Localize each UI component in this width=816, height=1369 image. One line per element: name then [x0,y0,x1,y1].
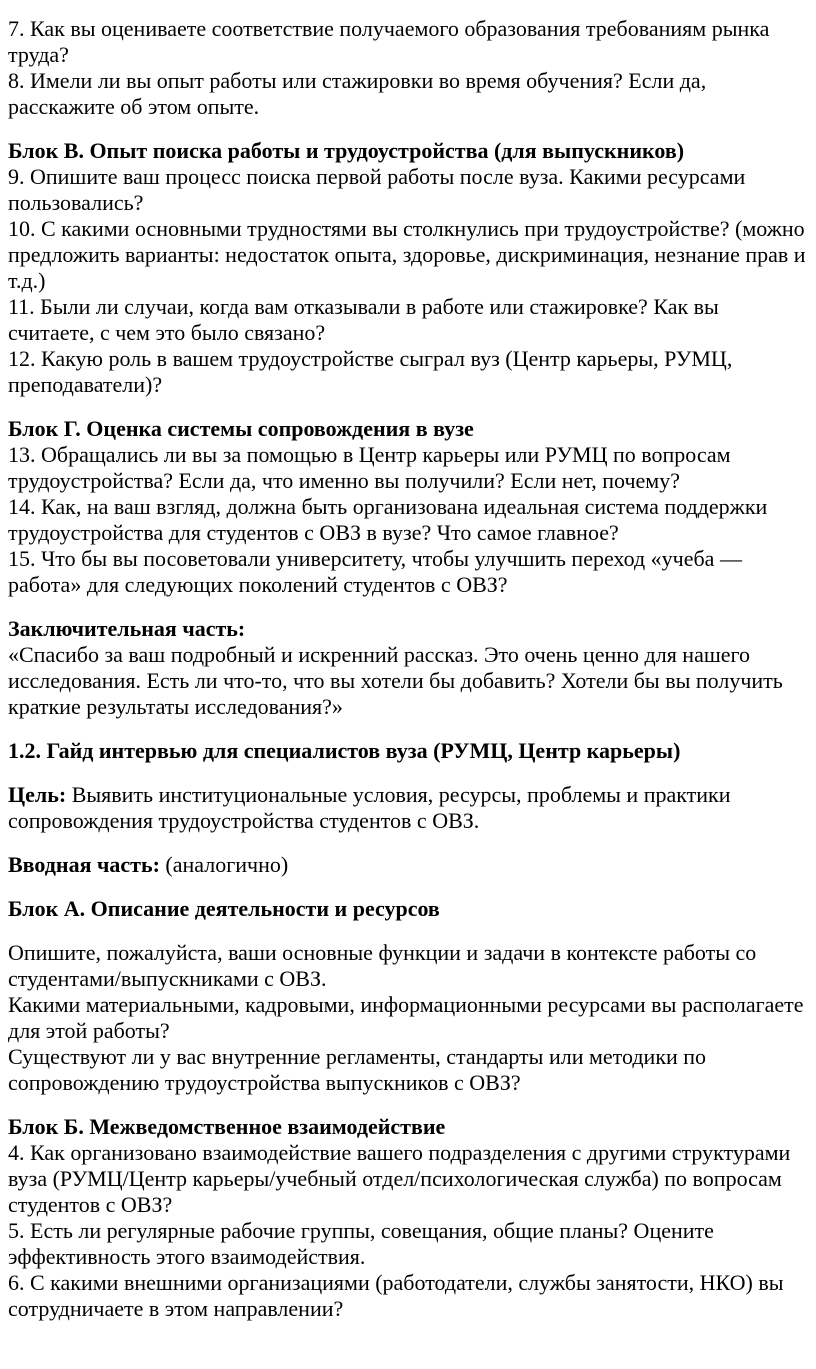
spacer [8,120,808,138]
block-a-paragraph-1: Опишите, пожалуйста, ваши основные функции и задачи в контексте работы со студентами/выпускниками с ОВЗ. [8,940,757,991]
question-4: 4. Как организовано взаимодействие вашего подразделения с другими структурами вуза (РУМЦ/Центр карьеры/учебный отдел/психологическая служба) по вопросам студентов с ОВЗ? [8,1140,791,1217]
spacer [8,922,808,940]
spacer [8,398,808,416]
question-10: 10. С какими основными трудностями вы столкнулись при трудоустройстве? (можно предложить варианты: недостаток опыта, здоровье, дискриминация, незнание прав и т.д.) [8,216,806,293]
spacer [8,598,808,616]
block-a-heading-text: Блок А. Описание деятельности и ресурсов [8,896,440,921]
question-15: 15. Что бы вы посоветовали университету, чтобы улучшить переход «учеба — работа» для следующих поколений студентов с ОВЗ? [8,546,742,597]
spacer [8,720,808,738]
closing-text: «Спасибо за ваш подробный и искренний рассказ. Это очень ценно для нашего исследования. Есть ли что-то, что вы хотели бы добавить? Хотели бы вы получить краткие результаты исследования?» [8,642,783,719]
spacer [8,764,808,782]
question-11: 11. Были ли случаи, когда вам отказывали в работе или стажировке? Как вы считаете, с чем это было связано? [8,294,719,345]
question-7: 7. Как вы оцениваете соответствие получаемого образования требованиям рынка труда? [8,16,770,67]
goal-paragraph [8,782,808,834]
spacer [8,878,808,896]
intro-paragraph [8,852,808,878]
block-g-heading [8,416,808,442]
block-a-heading [8,896,808,922]
closing-heading-text: Заключительная часть: [8,616,246,641]
question-9: 9. Опишите ваш процесс поиска первой работы после вуза. Какими ресурсами пользовались? [8,164,746,215]
guide-heading-text: 1.2. Гайд интервью для специалистов вуза (РУМЦ, Центр карьеры) [8,738,681,763]
closing-heading [8,616,808,642]
intro-label: Вводная часть: [8,852,160,877]
question-13: 13. Обращались ли вы за помощью в Центр карьеры или РУМЦ по вопросам трудоустройства? Если да, что именно вы получили? Если нет, почему? [8,442,731,493]
block-g-heading-text: Блок Г. Оценка системы сопровождения в вузе [8,416,474,441]
block-b-heading [8,1114,808,1140]
block-a-paragraph-2: Какими материальными, кадровыми, информационными ресурсами вы располагаете для этой работы? [8,992,804,1043]
spacer [8,834,808,852]
block-a-paragraph-3: Существуют ли у вас внутренние регламенты, стандарты или методики по сопровождению трудоустройства выпускников с ОВЗ? [8,1044,707,1095]
spacer [8,1096,808,1114]
question-5: 5. Есть ли регулярные рабочие группы, совещания, общие планы? Оцените эффективность этого взаимодействия. [8,1218,714,1269]
block-v-heading [8,138,808,164]
question-12: 12. Какую роль в вашем трудоустройстве сыграл вуз (Центр карьеры, РУМЦ, преподаватели)? [8,346,733,397]
question-14: 14. Как, на ваш взгляд, должна быть организована идеальная система поддержки трудоустройства для студентов с ОВЗ в вузе? Что самое главное? [8,494,768,545]
block-v-heading-text: Блок В. Опыт поиска работы и трудоустройства (для выпускников) [8,138,685,163]
block-b-heading-text: Блок Б. Межведомственное взаимодействие [8,1114,446,1139]
intro-text: (аналогично) [159,852,289,877]
goal-text: Выявить институциональные условия, ресурсы, проблемы и практики сопровождения трудоустройства студентов с ОВЗ. [8,782,731,833]
goal-label: Цель: [8,782,67,807]
question-6: 6. С какими внешними организациями (работодатели, службы занятости, НКО) вы сотрудничаете в этом направлении? [8,1270,784,1321]
guide-heading [8,738,808,764]
question-8: 8. Имели ли вы опыт работы или стажировки во время обучения? Если да, расскажите об этом опыте. [8,68,707,119]
